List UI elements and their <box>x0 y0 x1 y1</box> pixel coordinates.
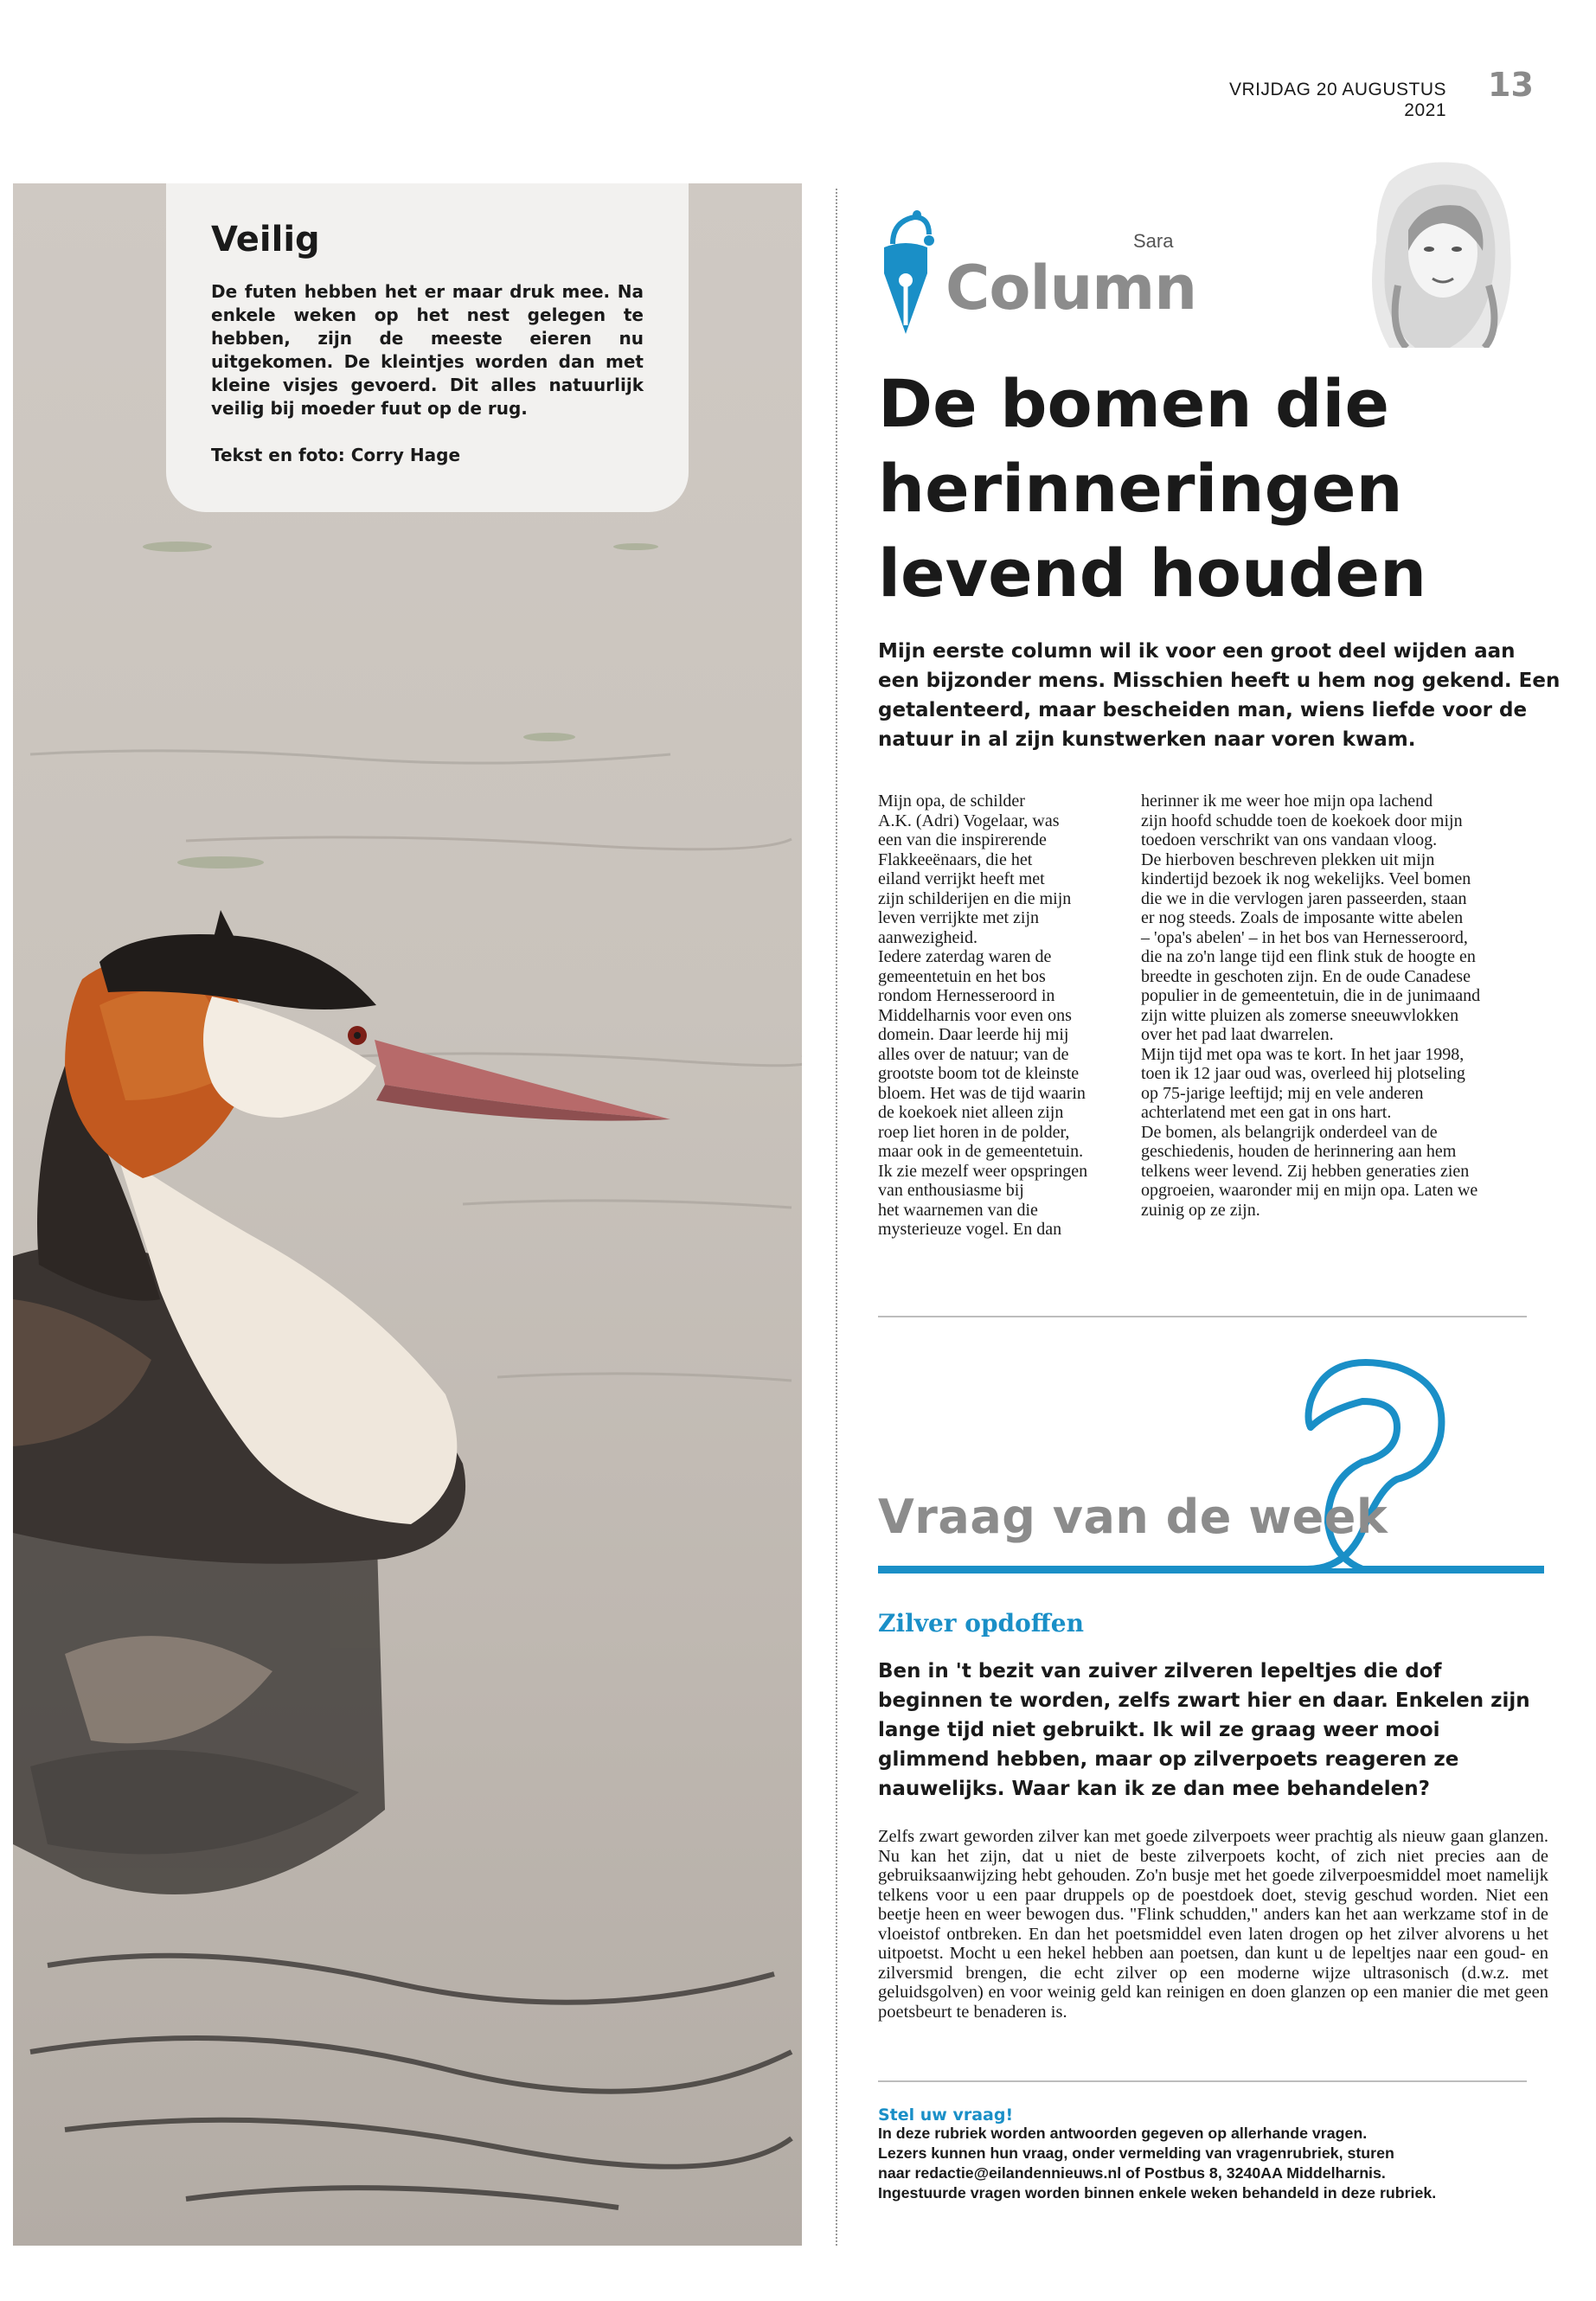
body-line: over het pad laat dwarrelen. <box>1141 1025 1334 1044</box>
body-line: toen ik 12 jaar oud was, overleed hij plotseling <box>1141 1064 1465 1083</box>
body-line: Flakkeeënaars, die het <box>878 849 1033 869</box>
body-line: De bomen, als belangrijk onderdeel van de <box>1141 1122 1438 1142</box>
column-label: Column <box>945 253 1197 324</box>
body-line: er nog steeds. Zoals de imposante witte abelen <box>1141 908 1464 927</box>
body-line: Mijn tijd met opa was te kort. In het jaar 1998, <box>1141 1044 1465 1064</box>
body-line: geschiedenis, houden de herinnering aan hem <box>1141 1142 1457 1161</box>
stel-uw-vraag-title: Stel uw vraag! <box>878 2106 1014 2125</box>
body-line: van enthousiasme bij <box>878 1181 1024 1200</box>
body-line: Mijn opa, de schilder <box>878 792 1025 811</box>
stel-uw-vraag-text <box>878 2124 1561 2203</box>
body-line: die na zo'n lange tijd een flink stuk de hoogte en <box>1141 947 1476 966</box>
grebe-photo <box>13 183 802 2246</box>
body-line: toedoen verschrikt van ons vandaan vloog. <box>1141 830 1438 849</box>
page-date: VRIJDAG 20 AUGUSTUS 2021 <box>1228 80 1446 120</box>
body-line: roep liet horen in de polder, <box>878 1122 1070 1142</box>
body-line: die we in die vervlogen jaren passeerden, staan <box>1141 888 1467 908</box>
vraag-section-title: Vraag van de week <box>878 1490 1388 1544</box>
fountain-pen-icon <box>875 204 936 334</box>
body-line: grootste boom tot de kleinste <box>878 1064 1080 1083</box>
photo-caption-box <box>166 183 689 512</box>
column-body-left <box>878 792 1129 1240</box>
column-divider <box>836 189 837 2246</box>
stel-line: naar redactie@eilandennieuws.nl of Postbus 8, 3240AA Middelharnis. <box>878 2164 1386 2182</box>
body-line: – 'opa's abelen' – in het bos van Hernesseroord, <box>1141 927 1468 947</box>
body-line: A.K. (Adri) Vogelaar, was <box>878 811 1060 830</box>
body-line: het waarnemen van die <box>878 1200 1038 1220</box>
body-line: eiland verrijkt heeft met <box>878 869 1045 888</box>
question-mark-icon <box>878 1349 1544 1583</box>
vraag-answer: Zelfs zwart geworden zilver kan met goede zilverpoets weer prachtig als nieuw gaan glanzen. Nu kan het zijn, dat u niet de beste zilverpoets kocht, of zich niet precies aan de gebruiksaanwijzing hebt gehouden. Zo'n busje met het goede zilverpoesmiddel moet namelijk telkens voor u een paar druppels op de poestdoek doet, stevig geschud worden. Niet een beetje heen en weer bewogen dus. "Flink schudden," anders kan het aan werkzame stof in de vloeistof ontbreken. En dan het poetsmiddel even laten drogen op het zilver alvorens u het uitpoetst. Mocht u een hekel hebben aan poetsen, dan kunt u de lepeltjes naar een goud- en zilversmid brengen, die echt zilver op een moderne wijze ultrasonisch (d.w.z. met geluidsgolven) en voor weinig geld kan reinigen en doen glanzen op een manier die met geen poetsbeurt te benaderen is. <box>878 1827 1548 2022</box>
body-line: aanwezigheid. <box>878 927 977 947</box>
body-line: Iedere zaterdag waren de <box>878 947 1052 966</box>
body-line: bloem. Het was de tijd waarin <box>878 1083 1086 1103</box>
column-headline: De bomen die herinneringen levend houden <box>878 365 1427 612</box>
caption-credit: Tekst en foto: Corry Hage <box>211 445 461 465</box>
body-line: zuinig op ze zijn. <box>1141 1200 1260 1220</box>
body-line: op 75-jarige leeftijd; mij en vele anderen <box>1141 1083 1424 1103</box>
vraag-subtitle: Zilver opdoffen <box>878 1609 1084 1638</box>
section-divider <box>878 1316 1527 1317</box>
body-line: Middelharnis voor even ons <box>878 1005 1072 1025</box>
stel-line: Lezers kunnen hun vraag, onder vermelding van vragenrubriek, sturen <box>878 2144 1394 2162</box>
body-line: domein. Daar leerde hij mij <box>878 1025 1069 1044</box>
body-line: telkens weer levend. Zij hebben generaties zien <box>1141 1161 1470 1181</box>
body-line: Ik zie mezelf weer opspringen <box>878 1161 1088 1181</box>
body-line: zijn hoofd schudde toen de koekoek door mijn <box>1141 811 1463 830</box>
page-number: 13 <box>1488 66 1534 104</box>
body-line: populier in de gemeentetuin, die in de junimaand <box>1141 986 1481 1005</box>
body-line: maar ook in de gemeentetuin. <box>878 1142 1084 1161</box>
body-line: rondom Hernesseroord in <box>878 986 1055 1005</box>
body-line: zijn witte pluizen als zomerse sneeuwvlokken <box>1141 1005 1459 1025</box>
section-divider <box>878 2080 1527 2082</box>
body-line: herinner ik me weer hoe mijn opa lachend <box>1141 792 1433 811</box>
body-line: achterlatend met een gat in ons hart. <box>1141 1103 1392 1122</box>
body-line: alles over de natuur; van de <box>878 1044 1069 1064</box>
caption-title: Veilig <box>211 220 320 260</box>
column-lead: Mijn eerste column wil ik voor een groot deel wijden aan een bijzonder mens. Misschien heeft u hem nog gekend. Een getalenteerd, maar bescheiden man, wiens liefde voor de natuur in al zijn kunstwerken naar voren kwam. <box>878 640 1561 751</box>
body-line: een van die inspirerende <box>878 830 1047 849</box>
body-line: de koekoek niet alleen zijn <box>878 1103 1064 1122</box>
body-line: gemeentetuin en het bos <box>878 966 1046 986</box>
body-line: zijn schilderijen en die mijn <box>878 888 1072 908</box>
body-line: mysterieuze vogel. En dan <box>878 1220 1062 1239</box>
body-line: opgroeien, waaronder mij en mijn opa. Laten we <box>1141 1181 1478 1200</box>
author-name: Sara <box>1133 230 1174 252</box>
caption-text: De futen hebben het er maar druk mee. Na enkele weken op het nest gelegen te hebben, zijn de meeste eieren nu uitgekomen. De kleintjes worden dan met kleine visjes gevoerd. Dit alles natuurlijk veilig bij moeder fuut op de rug. <box>211 281 644 419</box>
body-line: leven verrijkte met zijn <box>878 908 1040 927</box>
vraag-question: Ben in 't bezit van zuiver zilveren lepeltjes die dof beginnen te worden, zelfs zwart hier en daar. Enkelen zijn lange tijd niet gebruikt. Ik wil ze graag weer mooi glimmend hebben, maar op zilverpoets reageren ze nauwelijks. Waar kan ik ze dan mee behandelen? <box>878 1660 1530 1800</box>
body-line: De hierboven beschreven plekken uit mijn <box>1141 849 1435 869</box>
body-line: breedte in geschoten zijn. En de oude Canadese <box>1141 966 1471 986</box>
stel-line: Ingestuurde vragen worden binnen enkele weken behandeld in deze rubriek. <box>878 2184 1437 2202</box>
body-line: kindertijd bezoek ik nog wekelijks. Veel bomen <box>1141 869 1471 888</box>
author-portrait <box>1363 156 1517 348</box>
stel-line: In deze rubriek worden antwoorden gegeven op allerhande vragen. <box>878 2125 1368 2142</box>
column-body-right <box>1141 792 1548 1220</box>
